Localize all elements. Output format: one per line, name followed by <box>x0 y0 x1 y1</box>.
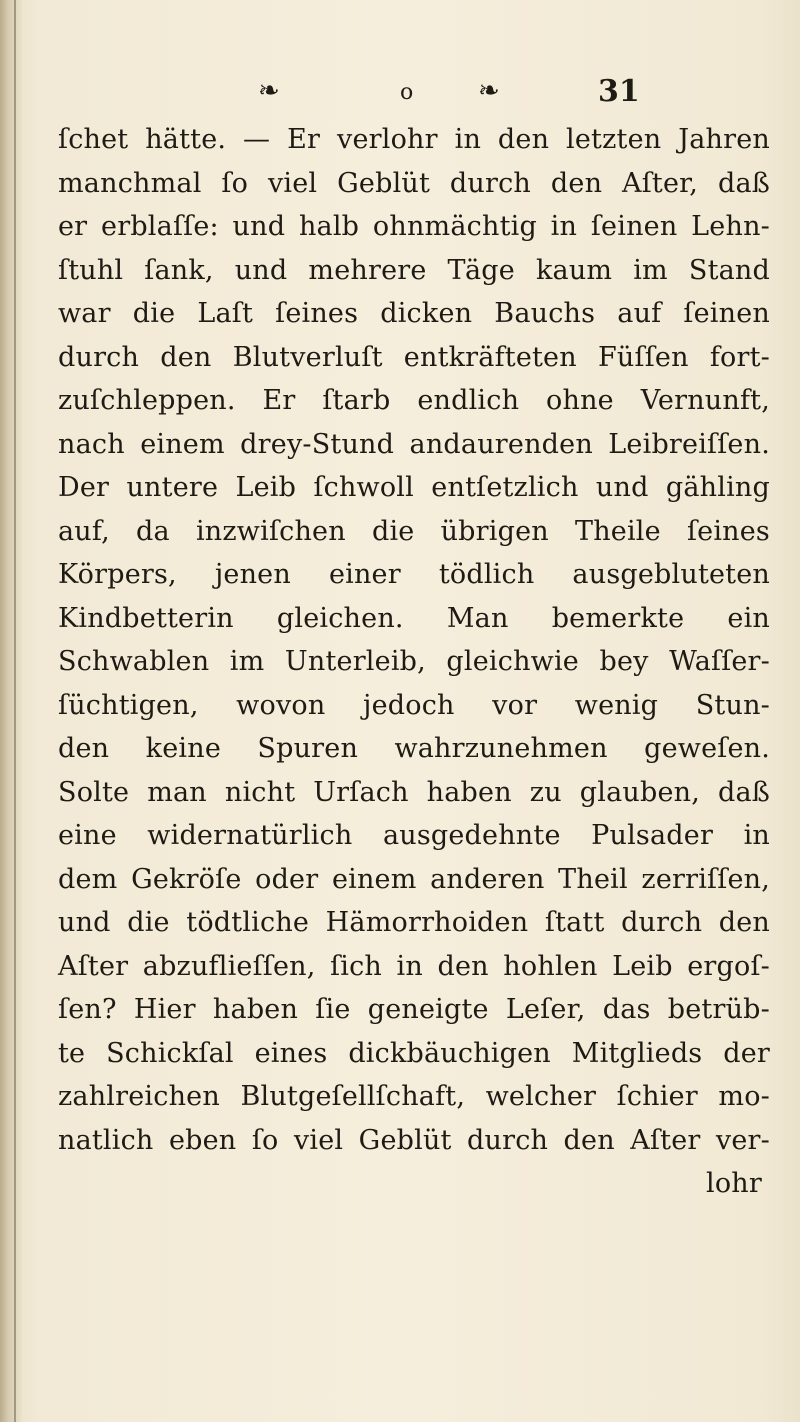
right-ornament-icon: ❧ <box>478 76 500 106</box>
text-line: er erblaſſe: und halb ohnmächtig in ſeinen Lehn- <box>58 211 770 242</box>
text-line: zuſchleppen. Er ſtarb endlich ohne Vernunft, <box>58 385 770 416</box>
text-line: den keine Spuren wahrzunehmen geweſen. <box>58 733 770 764</box>
text-line: ſchet hätte. — Er verlohr in den letzten Jahren <box>58 124 770 155</box>
left-ornament-icon: ❧ <box>258 76 280 106</box>
text-line: war die Laſt ſeines dicken Bauchs auf ſeinen <box>58 298 770 329</box>
text-line: zahlreichen Blutgeſellſchaft, welcher ſchier mo- <box>58 1081 770 1112</box>
text-line: durch den Blutverluſt entkräfteten Füſſen fort- <box>58 341 770 373</box>
catchword: lohr <box>706 1168 762 1199</box>
text-line: Kindbetterin gleichen. Man bemerkte ein <box>58 602 770 634</box>
text-line: dem Gekröſe oder einem anderen Theil zerriſſen, <box>58 863 770 895</box>
page-number: 31 <box>598 74 640 109</box>
text-line: Der untere Leib ſchwoll entſetzlich und gähling <box>58 472 770 503</box>
body-text <box>58 118 770 1206</box>
text-line: auf, da inzwiſchen die übrigen Theile ſeines <box>58 515 770 547</box>
text-line: Aſter abzuflieſſen, ſich in den hohlen Leib ergoſ- <box>58 950 770 982</box>
text-line: ſen? Hier haben ſie geneigte Leſer, das betrüb- <box>58 994 770 1025</box>
text-line: te Schickſal eines dickbäuchigen Mitglieds der <box>58 1037 770 1069</box>
text-line: natlich eben ſo viel Geblüt durch den Aſter ver- <box>58 1124 770 1156</box>
text-line: ſtuhl ſank, und mehrere Täge kaum im Stand <box>58 254 770 286</box>
text-line: Schwablen im Unterleib, gleichwie bey Waſſer- <box>58 646 770 677</box>
text-line: nach einem drey-Stund andaurenden Leibreiſſen. <box>58 428 770 460</box>
text-line: Körpers, jenen einer tödlich ausgeblutеten <box>58 559 770 590</box>
text-line: und die tödtliche Hämorrhoiden ſtatt durch den <box>58 907 770 938</box>
text-line: manchmal ſo viel Geblüt durch den Aſter, daß <box>58 167 770 199</box>
binding-line <box>14 0 16 1422</box>
text-line: Solte man nicht Urſach haben zu glauben, daß <box>58 776 770 808</box>
page-gutter <box>0 0 22 1422</box>
running-header <box>0 60 800 110</box>
center-mark: o <box>400 80 414 105</box>
text-line: eine widernatürlich ausgedehnte Pulsader in <box>58 820 770 851</box>
text-line: ſüchtigen, wovon jedoch vor wenig Stun- <box>58 689 770 721</box>
